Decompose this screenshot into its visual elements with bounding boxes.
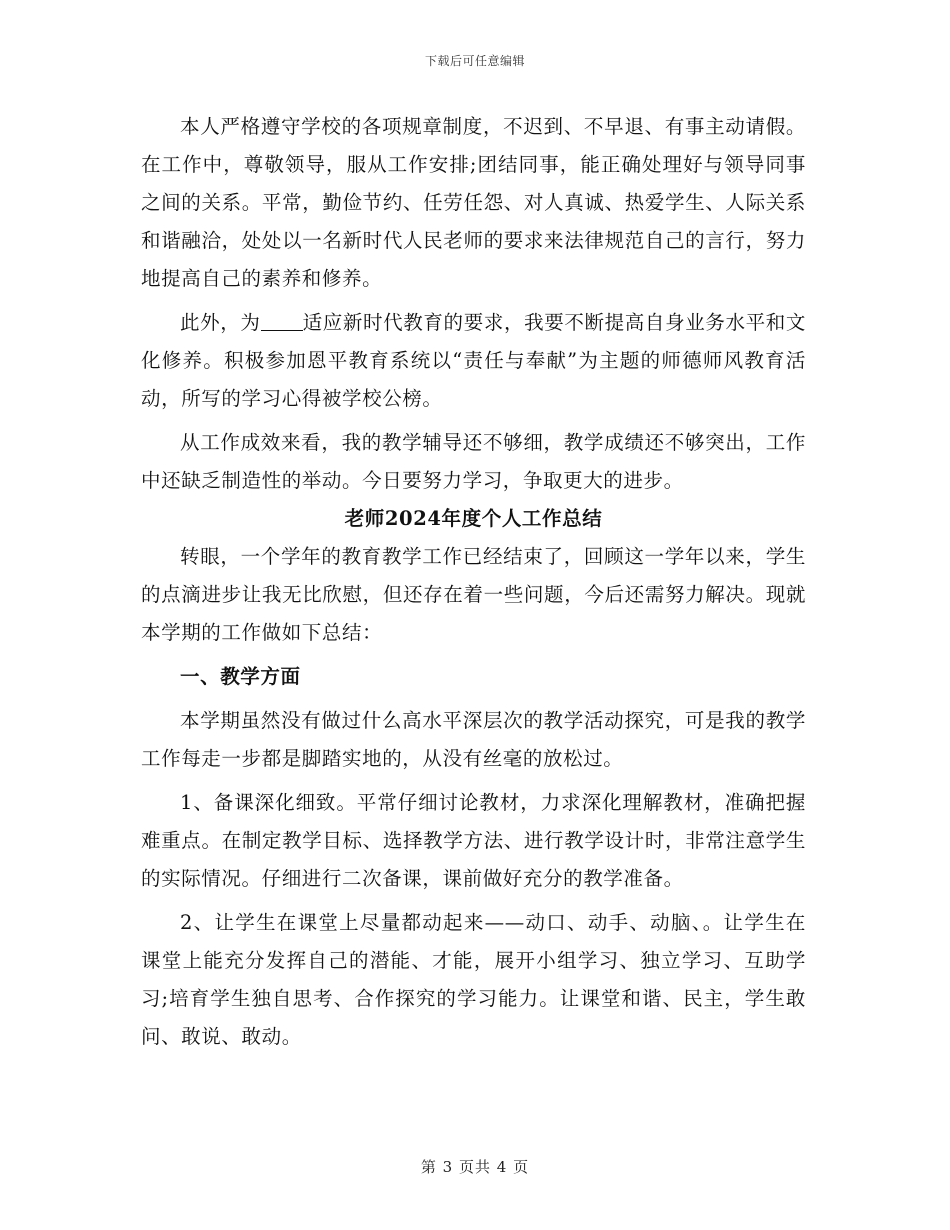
paragraph-discipline: 本人严格遵守学校的各项规章制度，不迟到、不早退、有事主动请假。在工作中，尊敬领导，服从工作安排;团结同事，能正确处理好与领导同事之间的关系。平常，勤俭节约、任劳任怨、对人真诚、热爱学生、人际关系和谐融洽，处处以一名新时代人民老师的要求来法律规范自己的言行，努力地提高自己的素养和修养。 — [141, 115, 806, 290]
paragraph-lesson-prep: 1、备课深化细致。平常仔细讨论教材，力求深化理解教材，准确把握难重点。在制定教学目标、选择教学方法、进行教学设计时，非常注意学生的实际情况。仔细进行二次备课，课前做好充分的教学准备。 — [141, 791, 806, 890]
document-title: 老师2024年度个人工作总结 — [344, 507, 603, 530]
paragraph-active-learning: 2、让学生在课堂上尽量都动起来——动口、动手、动脑、。让学生在课堂上能充分发挥自己的潜能、才能，展开小组学习、独立学习、互助学习;培育学生独自思考、合作探究的学习能力。让课堂和谐、民主，学生敢问、敢说、敢动。 — [141, 911, 806, 1048]
fill-in-blank — [261, 311, 303, 332]
paragraph-self-improvement — [141, 304, 806, 418]
paragraph-intro: 转眼，一个学年的教育教学工作已经结束了，回顾这一学年以来，学生的点滴进步让我无比欣慰，但还存在着一些问题，今后还需努力解决。现就本学期的工作做如下总结： — [141, 545, 806, 644]
paragraph-teaching-overview: 本学期虽然没有做过什么高水平深层次的教学活动探究，可是我的教学工作每走一步都是脚踏实地的，从没有丝毫的放松过。 — [141, 709, 806, 770]
page-header: 下载后可任意编辑 — [424, 54, 525, 68]
paragraph-work-results: 从工作成效来看，我的教学辅导还不够细，教学成绩还不够突出，工作中还缺乏制造性的举动。今日要努力学习，争取更大的进步。 — [141, 431, 806, 492]
document-body — [141, 108, 806, 1056]
section-heading-teaching: 一、教学方面 — [180, 665, 301, 688]
paragraph-text-before-blank: 此外，为 — [180, 311, 261, 334]
paragraph-text-after-blank: 适应新时代教育的要求，我要不断提高自身业务水平和文化修养。积极参加恩平教育系统以“责任与奉献”为主题的师德师风教育活动，所写的学习心得被学校公榜。 — [141, 311, 806, 410]
page-footer: 第 3 页共 4 页 — [420, 1158, 530, 1176]
